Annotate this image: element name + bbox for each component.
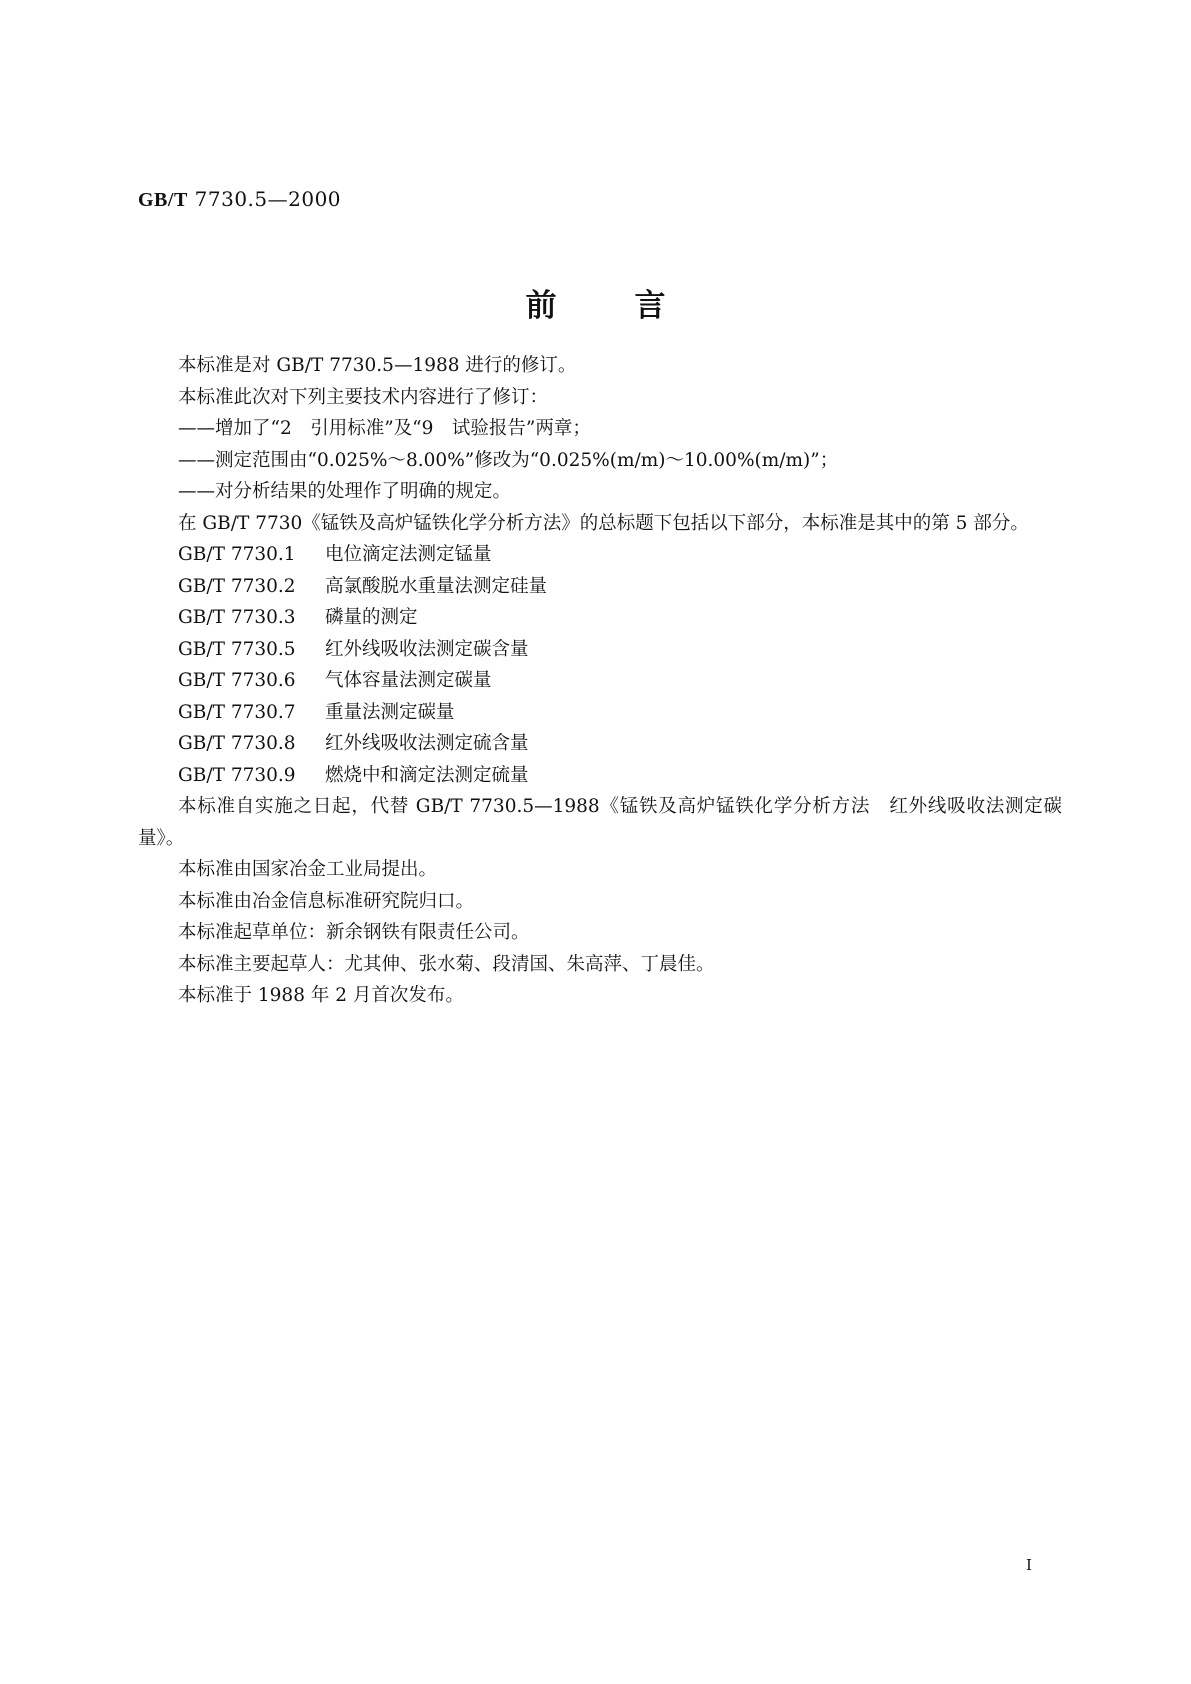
standard-number <box>138 187 341 212</box>
part-row <box>138 571 1062 603</box>
page-title: 前言 <box>525 288 744 324</box>
replacement-note: 本标准自实施之日起，代替 GB/T 7730.5—1988《锰铁及高炉锰铁化学分析方法 红外线吸收法测定碳量》。 <box>138 796 1062 849</box>
standard-prefix: GB/T <box>138 189 188 211</box>
paragraph: 本标准此次对下列主要技术内容进行了修订： <box>178 386 549 408</box>
paragraph: 本标准是对 GB/T 7730.5—1988 进行的修订。 <box>178 355 577 376</box>
part-code: GB/T 7730.6 <box>178 670 296 691</box>
paragraph: 本标准由冶金信息标准研究院归口。 <box>178 890 475 912</box>
foreword-body <box>138 350 1062 1012</box>
part-name: 红外线吸收法测定碳含量 <box>325 638 529 660</box>
change-item: —— 测定范围由“0.025%～8.00%”修改为“0.025%(m/m)～10.00%(m/m)”； <box>138 445 1062 477</box>
part-name: 磷量的测定 <box>325 607 418 628</box>
part-row <box>138 728 1062 760</box>
part-name: 红外线吸收法测定硫含量 <box>325 733 529 754</box>
part-name: 电位滴定法测定锰量 <box>325 544 492 565</box>
part-name: 高氯酸脱水重量法测定硅量 <box>325 575 548 597</box>
part-code: GB/T 7730.1 <box>178 544 296 565</box>
part-name: 气体容量法测定碳量 <box>325 670 492 691</box>
part-row <box>138 697 1062 729</box>
part-row <box>138 634 1062 666</box>
series-intro: 在 GB/T 7730《锰铁及高炉锰铁化学分析方法》的总标题下包括以下部分，本标准是其中的第 5 部分。 <box>178 512 1029 534</box>
paragraph: 本标准主要起草人：尤其伸、张水菊、段清国、朱高萍、丁晨佳。 <box>178 953 715 975</box>
part-row <box>138 665 1062 697</box>
part-row <box>138 602 1062 634</box>
paragraph: 本标准由国家冶金工业局提出。 <box>178 859 438 880</box>
change-item: —— 增加了“2 引用标准”及“9 试验报告”两章； <box>138 413 1062 445</box>
part-code: GB/T 7730.5 <box>178 638 296 660</box>
paragraph: 本标准起草单位：新余钢铁有限责任公司。 <box>178 922 530 943</box>
part-row <box>138 539 1062 571</box>
paragraph: 本标准于 1988 年 2 月首次发布。 <box>178 985 464 1006</box>
part-code: GB/T 7730.3 <box>178 607 296 628</box>
standard-code: 7730.5—2000 <box>194 187 342 211</box>
part-row <box>138 760 1062 792</box>
page-number: I <box>1026 1556 1032 1574</box>
part-code: GB/T 7730.2 <box>178 575 296 597</box>
part-name: 重量法测定碳量 <box>325 701 455 723</box>
part-name: 燃烧中和滴定法测定硫量 <box>325 764 529 786</box>
change-item: —— 对分析结果的处理作了明确的规定。 <box>138 476 1062 508</box>
part-code: GB/T 7730.8 <box>178 733 296 754</box>
part-code: GB/T 7730.7 <box>178 701 296 723</box>
part-code: GB/T 7730.9 <box>178 764 296 786</box>
